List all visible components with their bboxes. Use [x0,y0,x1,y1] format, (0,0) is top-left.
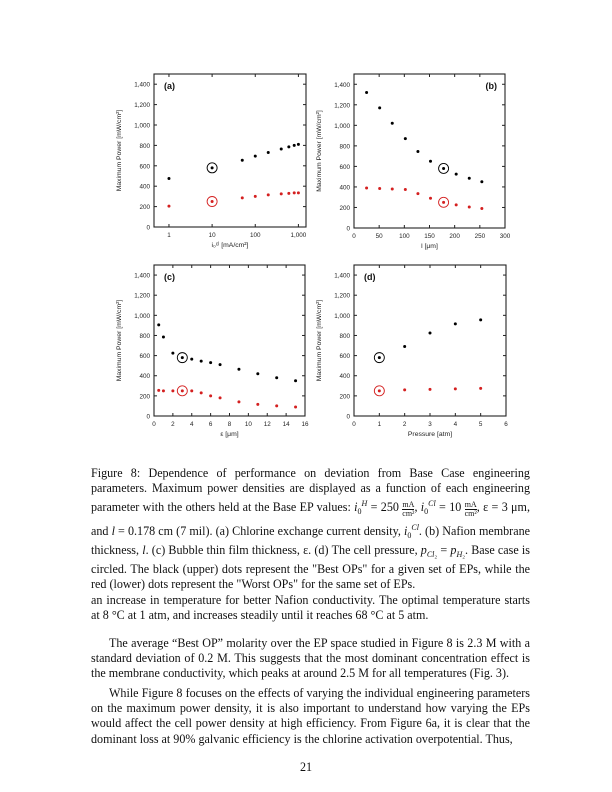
x-tick-label: 0 [352,421,356,428]
x-tick-label: 50 [375,233,383,240]
x-axis-label: Pressure [atm] [407,431,453,438]
x-tick-label: 300 [499,233,511,240]
x-tick-label: 200 [449,233,460,240]
data-point [287,145,290,148]
y-tick-label: 200 [139,204,150,212]
y-tick-label: 600 [339,353,350,361]
data-point [275,376,278,379]
data-point [241,196,244,199]
body-paragraph: The average “Best OP” molarity over the EP space studied in Figure 8 is 2.3 M with a standard deviation of 0.2 M. This suggests that the most dominant concentration effect is the membrane conductivity, which peaks at around 2.5 M for all temperatures (Fig. 3). [91,636,530,681]
y-tick-label: 800 [339,332,350,340]
x-tick-label: 16 [301,421,309,428]
y-axis-label: Maximum Power [mW/cm²] [116,299,123,382]
data-point [404,137,407,140]
data-point [378,356,381,359]
data-point [280,192,283,195]
x-tick-label: 150 [424,233,435,240]
x-tick-label: 6 [504,421,508,428]
x-tick-label: 100 [399,233,410,240]
x-tick-label: 10 [208,232,216,239]
data-point [209,361,212,364]
data-point [267,151,270,154]
x-tick-label: 0 [152,421,156,428]
y-tick-label: 800 [139,332,150,340]
data-point [157,389,160,392]
data-point [480,180,483,183]
data-point [162,389,165,392]
y-tick-label: 1,000 [334,312,350,320]
y-tick-label: 1,000 [134,122,150,130]
data-point [287,192,290,195]
data-point [256,403,259,406]
data-point [241,159,244,162]
x-tick-label: 4 [189,421,194,428]
data-point [237,400,240,403]
x-axis-label: l [μm] [421,243,438,250]
data-point [171,352,174,355]
data-point [162,335,165,338]
data-point [391,187,394,190]
x-tick-label: 4 [453,421,458,428]
y-axis-label: Maximum Power [mW/cm²] [316,299,323,382]
y-tick-label: 200 [339,393,350,401]
data-point [219,396,222,399]
data-point [209,394,212,397]
x-tick-label: 0 [352,233,356,240]
y-tick-label: 400 [339,184,350,192]
data-point [416,192,419,195]
body-paragraph: While Figure 8 focuses on the effects of varying the individual engineering parameters on the maximum power density, it is also important to understand how varying the EPs would affect the cell power density at high efficiency. From Figure 6a, it is clear that the dominant loss at 90% galvanic efficiency is the chlorine activation overpotential. Thus, [91,686,530,746]
data-point [167,177,170,180]
data-point [200,391,203,394]
x-axis-label: i₀ᶜˡ [mA/cm²] [211,242,249,249]
data-point [479,318,482,321]
data-point [429,197,432,200]
data-point [365,91,368,94]
data-point [378,106,381,109]
page-number: 21 [299,760,313,774]
plot-frame [354,265,506,416]
x-tick-label: 1 [377,421,382,428]
x-tick-label: 3 [428,421,432,428]
y-tick-label: 1,200 [134,102,150,110]
panel-label: (c) [164,272,175,282]
x-tick-label: 14 [282,421,290,428]
data-point [416,150,419,153]
y-tick-label: 600 [139,163,150,171]
y-tick-label: 200 [339,204,350,212]
data-point [200,360,203,363]
data-point [297,191,300,194]
data-point [442,167,445,170]
y-tick-label: 800 [339,143,350,151]
y-tick-label: 600 [139,353,150,361]
data-point [378,389,381,392]
y-tick-label: 200 [139,393,150,401]
data-point [267,193,270,196]
y-tick-label: 1,400 [334,272,350,280]
data-point [455,173,458,176]
data-point [237,368,240,371]
panel-label: (b) [485,81,497,91]
x-tick-label: 8 [227,421,232,428]
plot-frame [154,74,306,227]
x-tick-label: 250 [474,233,486,240]
y-tick-label: 600 [339,163,350,171]
x-tick-label: 10 [244,421,252,428]
figure-caption: Figure 8: Dependence of performance on deviation from Base Case engineering parameters. Maximum power densities are displayed as a function of each engineering parameter with the others held at the Base EP values: $i_0^H = 250$ $\frac{mA}{\text{cm²}}$ , $i_0^{Cl} = 10$ $\frac{mA}{\text{cm²}}$ , ε = 3 μm, and l = 0.178 cm (7 mil). (a) Chlorine exchange current density, $i_0^{Cl}$. (b) Nafion membrane thickness, l. (c) Bubble thin film thickness, ε. (d) The cell pressure, $p_{Cl_2} = p_{H_2}$. Base case is circled. The black (upper) dots represent the "Best OPs" for a given set of EPs, while the red (lower) dots represent the "Worst OPs" for the same set of EPs. [91,466,530,592]
data-point [157,323,160,326]
data-point [391,122,394,125]
data-point [480,207,483,210]
data-point [181,356,184,359]
y-tick-label: 1,000 [134,312,150,320]
data-point [378,187,381,190]
y-tick-label: 0 [346,225,350,233]
data-point [294,405,297,408]
plot-frame [354,74,505,228]
body-paragraph: an increase in temperature for better Nafion conductivity. The optimal temperature starts at 8 °C at 1 atm, and increases steadily until it reaches 68 °C at 5 atm. [91,593,530,623]
y-tick-label: 1,000 [334,122,350,130]
y-tick-label: 0 [346,413,350,421]
data-point [479,387,482,390]
data-point [293,191,296,194]
panel-label: (d) [364,272,376,282]
y-tick-label: 400 [139,373,150,381]
x-tick-label: 12 [263,421,271,428]
y-tick-label: 1,400 [134,81,150,89]
data-point [429,331,432,334]
y-tick-label: 1,200 [334,102,350,110]
data-point [275,404,278,407]
y-tick-label: 800 [139,142,150,150]
data-point [211,166,214,169]
data-point [468,205,471,208]
x-tick-label: 6 [208,421,213,428]
x-tick-label: 1 [167,232,171,239]
data-point [294,379,297,382]
y-tick-label: 1,400 [134,272,150,280]
data-point [297,143,300,146]
plot-frame [154,265,305,416]
y-tick-label: 0 [146,224,150,232]
y-axis-label: Maximum Power [mW/cm²] [116,109,123,192]
panel-label: (a) [164,81,175,91]
data-point [211,200,214,203]
data-point [219,363,222,366]
x-tick-label: 1,000 [290,232,307,239]
data-point [254,155,257,158]
data-point [429,160,432,163]
data-point [190,389,193,392]
x-axis-label: ε [μm] [220,431,239,438]
data-point [167,205,170,208]
data-point [404,188,407,191]
data-point [454,387,457,390]
data-point [468,177,471,180]
data-point [429,388,432,391]
y-tick-label: 400 [339,373,350,381]
data-point [171,389,174,392]
data-point [403,345,406,348]
data-point [254,195,257,198]
data-point [181,389,184,392]
data-point [365,186,368,189]
x-tick-label: 2 [171,421,175,428]
x-tick-label: 5 [478,421,483,428]
y-tick-label: 1,200 [134,292,150,300]
y-tick-label: 0 [146,413,150,421]
y-tick-label: 1,200 [334,292,350,300]
y-tick-label: 400 [139,183,150,191]
data-point [403,388,406,391]
data-point [442,201,445,204]
data-point [280,147,283,150]
data-point [190,358,193,361]
data-point [293,144,296,147]
data-point [454,322,457,325]
x-tick-label: 2 [402,421,407,428]
x-tick-label: 100 [249,232,261,239]
y-tick-label: 1,400 [334,81,350,89]
y-axis-label: Maximum Power [mW/cm²] [316,110,323,192]
data-point [256,372,259,375]
data-point [455,203,458,206]
